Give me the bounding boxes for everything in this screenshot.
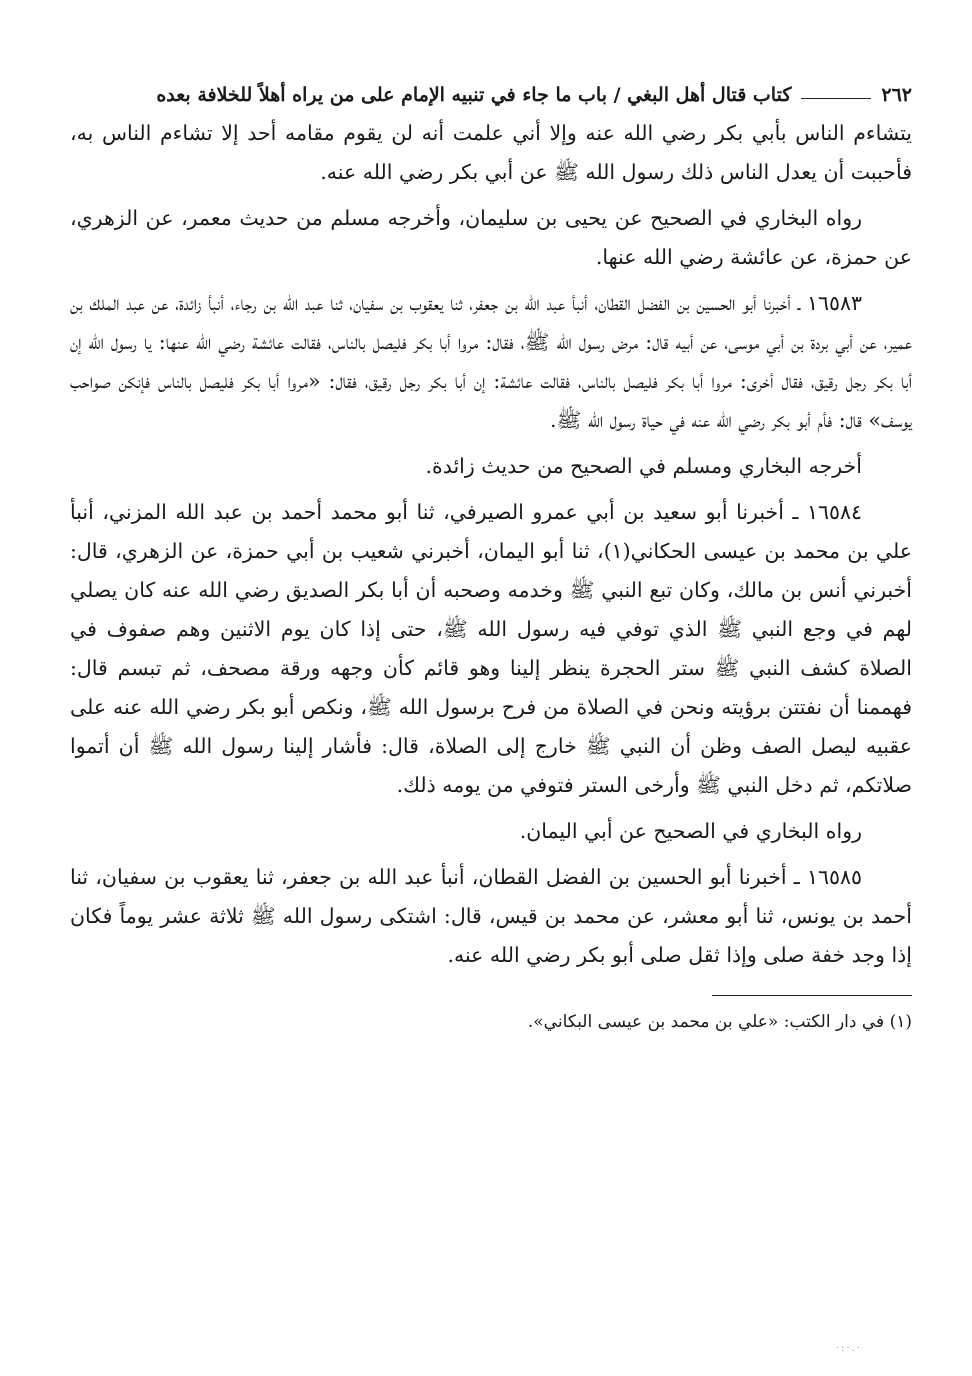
scan-speck: ·:·.·: [835, 1343, 862, 1354]
footnote-divider: [712, 995, 912, 996]
paragraph: يتشاءم الناس بأبي بكر رضي الله عنه وإلا أني علمت أنه لن يقوم مقامه أحد إلا تشاءم الناس به، فأحببت أن يعدل الناس ذلك رسول الله ﷺ عن أبي بكر رضي الله عنه.: [70, 121, 912, 184]
paragraph: رواه البخاري في الصحيح عن أبي اليمان.: [519, 819, 862, 843]
page-number: ٢٦٢: [881, 84, 912, 106]
hadith-16583: ١٦٥٨٣ ـ أخبرنا أبو الحسين بن الفضل القطان، أنبأ عبد الله بن جعفر، ثنا يعقوب بن سفيان، ثنا عبد الله بن رجاء، أنبأ زائدة، عن عبد الملك بن عمير، عن أبي بردة بن أبي موسى، عن أبيه قال: مرض رسول الله ﷺ، فقال: مروا أبا بكر فليصل بالناس، فقالت عائشة رضي الله عنها: يا رسول الله إن أبا بكر رجل رقيق، فقال أخرى: مروا أبا بكر فليصل بالناس، فقالت عائشة: إن أبا بكر رجل رقيق، فقال: «مروا أبا بكر فليصل بالناس فإنكن صواحب يوسف» قال: فأم أبو بكر رضي الله عنه في حياة رسول الله ﷺ.: [70, 291, 912, 432]
document-page: [70, 80, 912, 1036]
paragraph: أخرجه البخاري ومسلم في الصحيح من حديث زائدة.: [425, 454, 862, 478]
paragraph: رواه البخاري في الصحيح عن يحيى بن سليمان، وأخرجه مسلم من حديث معمر، عن الزهري، عن حمزة، عن عائشة رضي الله عنها.: [70, 206, 912, 269]
hadith-16584: ١٦٥٨٤ ـ أخبرنا أبو سعيد بن أبي عمرو الصيرفي، ثنا أبو محمد أحمد بن عبد الله المزني، أنبأ علي بن محمد بن عيسى الحكاني(١)، ثنا أبو اليمان، أخبرني شعيب بن أبي حمزة، عن الزهري، قال: أخبرني أنس بن مالك، وكان تبع النبي ﷺ وخدمه وصحبه أن أبا بكر الصديق رضي الله عنه كان يصلي لهم في وجع النبي ﷺ الذي توفي فيه رسول الله ﷺ، حتى إذا كان يوم الاثنين وهم صفوف في الصلاة كشف النبي ﷺ ستر الحجرة ينظر إلينا وهو قائم كأن وجهه ورقة مصحف، ثم تبسم قال: فهممنا أن نفتتن برؤيته ونحن في الصلاة من فرح برسول الله ﷺ، ونكص أبو بكر رضي الله عنه على عقبيه ليصل الصف وظن أن النبي ﷺ خارج إلى الصلاة، قال: فأشار إلينا رسول الله ﷺ أن أتموا صلاتكم، ثم دخل النبي ﷺ وأرخى الستر فتوفي من يومه ذلك.: [70, 500, 912, 797]
footnote: (١) في دار الكتب: «علي بن محمد بن عيسى البكاني».: [527, 1012, 912, 1032]
page-header: [70, 80, 912, 110]
header-rule: [801, 98, 871, 99]
running-title: كتاب قتال أهل البغي / باب ما جاء في تنبيه الإمام على من يراه أهلاً للخلافة بعده: [156, 84, 792, 106]
hadith-16585: ١٦٥٨٥ ـ أخبرنا أبو الحسين بن الفضل القطان، أنبأ عبد الله بن جعفر، ثنا يعقوب بن سفيان، ثنا أحمد بن يونس، ثنا أبو معشر، عن محمد بن قيس، قال: اشتكى رسول الله ﷺ ثلاثة عشر يوماً فكان إذا وجد خفة صلى وإذا ثقل صلى أبو بكر رضي الله عنه.: [70, 865, 912, 967]
